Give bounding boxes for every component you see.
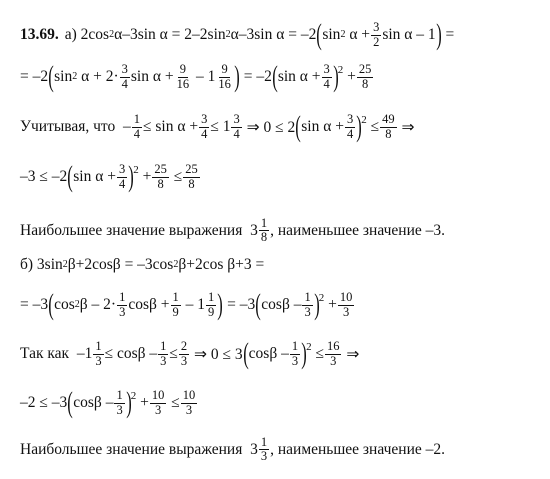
text: = –2 (239, 68, 272, 85)
part-a-label: а) (64, 26, 77, 43)
text: sin α – 1 (382, 26, 436, 43)
fraction: $\frac{25}{8}$ (154, 162, 167, 191)
exponent: 2 (133, 164, 139, 176)
text: cosβ + (128, 296, 170, 313)
left-paren: ( (67, 160, 74, 193)
fraction: $\frac{1}{3}$ (291, 339, 299, 368)
problem-number: 13.69. (20, 26, 59, 43)
text: + (324, 296, 337, 313)
line-a2: = –2 ( sin 2 α + 2· $\frac{3}{4}$ sin α + $\frac{9}{16}$ – 1 $\frac{9}{16}$ ) = –2 ( sin α + $\frac{3}{4}$ ) 2 + $\frac{25}{8}$ (20, 60, 372, 93)
line-b4 (20, 388, 198, 418)
text: cosβ – (261, 296, 302, 313)
line-a1: 13.69. а) 2cos 2 α–3sin α = 2–2sin 2 α–3sin α = –2 ( sin 2 α + $\frac{3}{2}$ sin α – 1 ) = (20, 18, 455, 51)
fraction: $\frac{3}{2}$ (373, 20, 380, 49)
text: ≤ 1 (210, 118, 231, 135)
exponent: 2 (318, 292, 325, 304)
fraction: $\frac{10}{3}$ (339, 290, 353, 319)
text: sin α + (130, 68, 174, 85)
text: – 1 (192, 68, 216, 85)
text: –2 ≤ –3 (20, 394, 68, 411)
left-paren: ( (316, 18, 323, 51)
text: ⇒ 0 ≤ 3 (190, 345, 243, 363)
text: α + (345, 26, 371, 43)
text: ≤ cosβ – (104, 345, 158, 362)
right-paren: ) (217, 288, 224, 321)
text: sin α + (277, 68, 321, 85)
text: ≤ (311, 345, 324, 362)
text: ≤ (366, 118, 380, 135)
text: Наибольшее значение выражения 3 (20, 440, 258, 458)
text: = (441, 26, 455, 43)
fraction: $\frac{3}{4}$ (233, 112, 240, 141)
text: , наименьшее значение –3. (270, 221, 446, 239)
right-paren: ) (333, 60, 339, 93)
text: 2cos (80, 26, 110, 43)
fraction: $\frac{1}{8}$ (260, 216, 268, 245)
fraction: $\frac{1}{9}$ (172, 290, 179, 319)
fraction: $\frac{1}{4}$ (133, 112, 140, 141)
text: + (138, 168, 152, 185)
fraction: $\frac{9}{16}$ (176, 62, 190, 91)
text: β – 2· (79, 296, 117, 313)
text: β+2cosβ = –3cos (67, 256, 174, 273)
fraction: $\frac{1}{9}$ (208, 290, 215, 319)
text: = –3 (223, 296, 256, 313)
fraction: $\frac{3}{4}$ (118, 162, 126, 191)
text: –3 ≤ –2 (20, 168, 68, 185)
line-b3 (20, 339, 359, 369)
text: ≤ (169, 345, 178, 362)
fraction: $\frac{3}{4}$ (121, 62, 128, 91)
text: α + 2· (77, 68, 119, 85)
fraction: $\frac{1}{3}$ (95, 339, 102, 368)
right-paren: ) (234, 60, 240, 93)
text: ≤ (167, 394, 180, 411)
left-paren: ( (242, 337, 249, 370)
text: – 1 (181, 296, 206, 313)
text: cosβ – (248, 345, 289, 362)
text: + (343, 68, 356, 85)
right-paren: ) (301, 337, 307, 370)
text: ⇒ 0 ≤ 2 (242, 118, 296, 136)
fraction: $\frac{25}{8}$ (185, 162, 198, 191)
text: ⇒ (397, 118, 415, 136)
line-b1: б) 3sin 2 β+2cosβ = –3cos 2 β+2cos β+3 = (20, 256, 265, 273)
fraction: $\frac{10}{3}$ (182, 388, 196, 417)
left-paren: ( (295, 110, 301, 143)
text: ≤ sin α + (143, 118, 199, 135)
right-paren: ) (128, 160, 134, 193)
text: sin (54, 68, 73, 85)
text: б) 3sin (20, 256, 63, 273)
text: , наименьшее значение –2. (270, 440, 446, 458)
left-paren: ( (67, 386, 74, 419)
left-paren: ( (48, 288, 54, 321)
text: β+2cos β+3 = (178, 256, 265, 273)
exponent: 2 (306, 341, 312, 353)
text: = –3 (20, 296, 49, 313)
exponent: 2 (337, 64, 344, 76)
text: Наибольшее значение выражения 3 (20, 221, 258, 239)
text: sin α + (301, 118, 344, 135)
fraction: $\frac{1}{3}$ (116, 388, 123, 417)
line-a3 (20, 112, 414, 142)
text: ⇒ (342, 345, 360, 363)
exponent: 2 (130, 390, 137, 402)
text: α–3sin α = 2–2sin (114, 26, 226, 43)
right-paren: ) (435, 18, 442, 51)
text: Учитывая, что – (20, 118, 131, 135)
text: α–3sin α = –2 (230, 26, 317, 43)
line-b2: = –3 ( cos 2 β – 2· $\frac{1}{3}$ cosβ + $\frac{1}{9}$ – 1 $\frac{1}{9}$ ) = –3 ( cosβ – $\frac{1}{3}$ ) 2 + $\frac{10}{3}$ (20, 288, 353, 321)
fraction: $\frac{1}{3}$ (160, 339, 167, 368)
fraction: $\frac{9}{16}$ (218, 62, 231, 91)
line-b5-conclusion (20, 436, 445, 463)
text: = –2 (20, 68, 49, 85)
fraction: $\frac{3}{4}$ (323, 62, 330, 91)
exponent: 2 (361, 114, 367, 126)
text: sin α + (73, 168, 116, 185)
fraction: $\frac{10}{3}$ (151, 388, 165, 417)
line-a5-conclusion (20, 217, 445, 244)
left-paren: ( (255, 288, 262, 321)
right-paren: ) (125, 386, 132, 419)
text: ≤ (169, 168, 183, 185)
fraction: $\frac{2}{3}$ (180, 339, 188, 368)
right-paren: ) (356, 110, 362, 143)
right-paren: ) (313, 288, 320, 321)
text: + (136, 394, 149, 411)
text: Так как –1 (20, 345, 93, 362)
text: sin (322, 26, 341, 43)
text: cos (54, 296, 75, 313)
fraction: $\frac{49}{8}$ (382, 112, 395, 141)
fraction: $\frac{1}{3}$ (119, 290, 126, 319)
fraction: $\frac{3}{4}$ (346, 112, 354, 141)
fraction: $\frac{1}{3}$ (260, 435, 268, 464)
line-a4 (20, 162, 201, 192)
fraction: $\frac{1}{3}$ (304, 290, 311, 319)
fraction: $\frac{25}{8}$ (358, 62, 372, 91)
fraction: $\frac{3}{4}$ (201, 112, 208, 141)
text: cosβ – (73, 394, 114, 411)
fraction: $\frac{16}{3}$ (326, 339, 340, 368)
left-paren: ( (272, 60, 278, 93)
left-paren: ( (48, 60, 54, 93)
